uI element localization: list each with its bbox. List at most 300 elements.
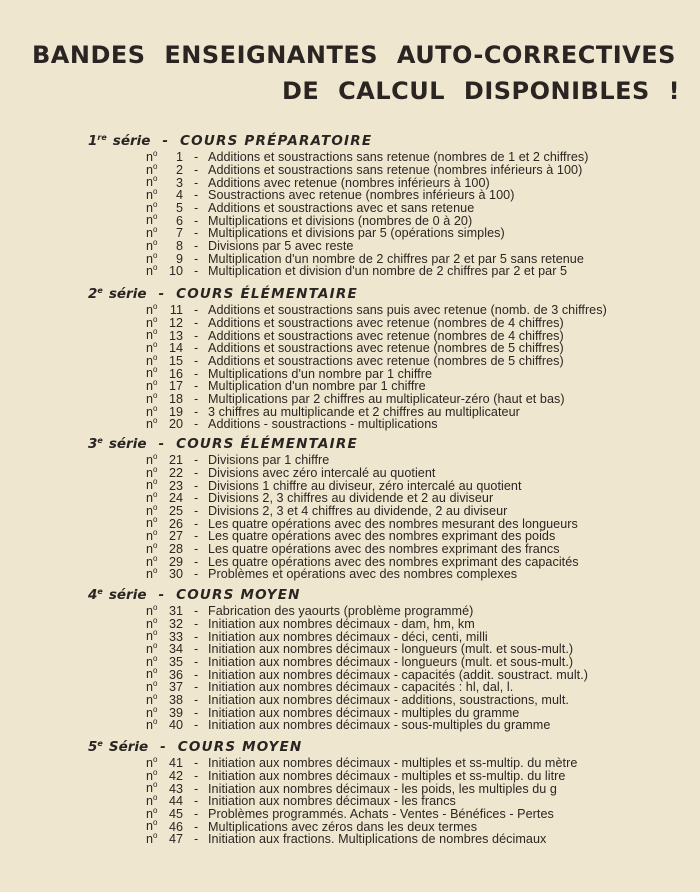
- item-number-prefix: n: [146, 162, 154, 177]
- item-number-prefix-suffix: o: [153, 149, 158, 158]
- item-separator: -: [194, 353, 199, 368]
- series-course: COURS MOYEN: [176, 587, 301, 603]
- item-number-prefix: n: [146, 654, 154, 669]
- item-separator: -: [194, 667, 199, 682]
- list-item: [146, 754, 578, 771]
- item-separator: -: [194, 756, 199, 771]
- item-separator: -: [194, 175, 199, 190]
- item-separator: -: [194, 303, 199, 318]
- item-text: Initiation aux nombres décimaux - multiples et ss-multip. du litre: [208, 768, 566, 783]
- item-text: Les quatre opérations avec des nombres exprimant des capacités: [208, 554, 579, 569]
- item-separator: -: [194, 328, 199, 343]
- item-separator: -: [194, 341, 199, 356]
- item-number-value: 30: [168, 567, 183, 582]
- list-item: [146, 540, 579, 556]
- item-text: Additions et soustractions avec retenue (nombres de 4 chiffres): [208, 315, 564, 330]
- series-number-suffix: re: [97, 133, 107, 142]
- item-separator: -: [194, 819, 199, 834]
- item-number-value: 17: [168, 379, 183, 394]
- item-number-value: 13: [168, 328, 183, 343]
- item-text: Problèmes programmés. Achats - Ventes - Bénéfices - Pertes: [208, 806, 554, 821]
- item-number-prefix: n: [146, 188, 154, 203]
- item-number-prefix: n: [146, 542, 154, 556]
- page-title-line-1: BANDES ENSEIGNANTES AUTO-CORRECTIVES: [32, 41, 676, 69]
- item-number-prefix: n: [146, 404, 154, 419]
- item-number-prefix-suffix: o: [153, 365, 158, 375]
- item-number-prefix: n: [146, 175, 154, 190]
- item-number-value: 43: [168, 781, 183, 796]
- item-number-value: 16: [168, 366, 183, 381]
- series-separator: -: [158, 436, 165, 452]
- item-separator: -: [194, 453, 199, 468]
- item-number-prefix: n: [146, 667, 154, 682]
- item-text: Divisions 1 chiffre au diviseur, zéro intercalé au quotient: [208, 478, 522, 493]
- item-number-value: 9: [175, 251, 183, 266]
- series-number: 4: [88, 587, 98, 603]
- list-item: [146, 691, 588, 707]
- item-number-value: 1: [175, 150, 183, 165]
- series-items: [146, 148, 589, 279]
- item-text: Multiplication d'un nombre par 1 chiffre: [208, 379, 426, 394]
- item-number-prefix-suffix: o: [153, 327, 158, 337]
- list-item: [146, 805, 577, 821]
- item-number-prefix: n: [146, 554, 154, 569]
- item-text: Soustractions avec retenue (nombres inférieurs à 100): [208, 188, 515, 203]
- item-number-prefix-suffix: o: [153, 416, 158, 426]
- series-number: 3: [88, 436, 98, 452]
- series-items: [146, 301, 607, 432]
- item-number-value: 24: [168, 491, 183, 506]
- list-item: [146, 148, 589, 165]
- item-text: Additions avec retenue (nombres inférieurs à 100): [208, 175, 490, 190]
- item-number-prefix: n: [146, 604, 154, 619]
- list-item: [146, 767, 577, 783]
- item-number-prefix: n: [146, 226, 154, 241]
- item-number-value: 44: [168, 794, 183, 809]
- item-number-prefix-suffix: o: [153, 250, 158, 260]
- item-separator: -: [194, 654, 199, 669]
- item-separator: -: [194, 529, 199, 544]
- item-number-prefix: n: [146, 251, 154, 266]
- item-text: Initiation aux nombres décimaux - additions, soustractions, mult.: [208, 693, 569, 707]
- series-number: 5: [88, 739, 98, 755]
- list-item: [146, 476, 579, 493]
- item-number-value: 25: [168, 503, 183, 518]
- item-separator: -: [194, 465, 199, 480]
- series-number: 2: [88, 286, 98, 302]
- item-text: Additions - soustractions - multiplications: [208, 417, 438, 432]
- item-number-prefix-suffix: o: [153, 464, 158, 474]
- item-text: Initiation aux nombres décimaux - les francs: [208, 794, 456, 809]
- item-separator: -: [194, 768, 199, 783]
- item-number-prefix-suffix: o: [153, 628, 158, 638]
- item-separator: -: [194, 542, 199, 556]
- list-item: [146, 224, 588, 241]
- item-number-prefix-suffix: o: [153, 352, 158, 362]
- item-number-value: 41: [168, 756, 183, 771]
- item-number-value: 15: [168, 353, 183, 368]
- item-text: Initiation aux nombres décimaux - longueurs (mult. et sous-mult.): [208, 642, 574, 657]
- item-separator: -: [194, 404, 199, 419]
- item-text: Initiation aux nombres décimaux - multiples du gramme: [208, 705, 520, 720]
- item-number-prefix: n: [146, 303, 154, 318]
- item-number-prefix-suffix: o: [153, 528, 158, 538]
- series-number-suffix: e: [97, 739, 103, 748]
- list-item: [146, 779, 577, 796]
- item-number-prefix-suffix: o: [153, 161, 158, 171]
- series-number-suffix: e: [97, 587, 103, 596]
- item-separator: -: [194, 264, 199, 279]
- item-number: [146, 716, 190, 732]
- item-number-value: 12: [168, 315, 183, 330]
- item-number-prefix-suffix: o: [153, 340, 158, 350]
- series-label: série: [108, 286, 147, 302]
- item-number-prefix: n: [146, 819, 154, 834]
- item-text: Additions et soustractions sans retenue (nombres de 1 et 2 chiffres): [208, 150, 589, 165]
- item-text: Les quatre opérations avec des nombres mesurant des longueurs: [208, 516, 578, 531]
- list-item: [146, 314, 607, 330]
- item-number-prefix-suffix: o: [153, 378, 158, 388]
- item-number-prefix-suffix: o: [153, 452, 158, 461]
- item-number-prefix-suffix: o: [153, 679, 158, 689]
- item-text: Initiation aux nombres décimaux - déci, centi, milli: [208, 629, 488, 644]
- item-separator: -: [194, 491, 199, 506]
- series-items: [146, 602, 589, 733]
- item-separator: -: [194, 392, 199, 406]
- item-separator: -: [194, 567, 199, 582]
- item-text: Multiplications et divisions par 5 (opérations simples): [208, 226, 505, 241]
- series-label: série: [112, 133, 151, 149]
- item-separator: -: [194, 315, 199, 330]
- item-number-prefix: n: [146, 315, 154, 330]
- item-number-prefix: n: [146, 794, 154, 809]
- item-number-value: 22: [168, 465, 183, 480]
- item-number-prefix-suffix: o: [153, 793, 158, 803]
- item-number-prefix: n: [146, 705, 154, 720]
- series-separator: -: [158, 286, 165, 302]
- item-text: Multiplications avec zéros dans les deux termes: [208, 819, 478, 834]
- item-number-value: 45: [168, 806, 183, 821]
- item-text: Initiation aux nombres décimaux - capacités : hl, dal, l.: [208, 680, 514, 695]
- list-item: [146, 716, 588, 733]
- item-separator: -: [194, 200, 199, 215]
- item-number-prefix: n: [146, 453, 154, 468]
- item-number-prefix-suffix: o: [153, 615, 158, 625]
- item-separator: -: [194, 642, 199, 657]
- item-number-value: 47: [168, 832, 183, 847]
- item-number-prefix: n: [146, 693, 154, 707]
- item-separator: -: [194, 554, 199, 569]
- item-number-prefix: n: [146, 213, 154, 228]
- item-text: Initiation aux nombres décimaux - capacités (addit. soustract. mult.): [208, 667, 589, 682]
- list-item: [146, 615, 588, 631]
- series-label: Série: [108, 739, 149, 755]
- series-block: [88, 735, 578, 847]
- series-block: [88, 583, 589, 733]
- item-number-value: 20: [168, 417, 183, 432]
- series-separator: -: [158, 587, 165, 603]
- item-separator: -: [194, 417, 199, 432]
- series-block: [88, 129, 589, 279]
- series-number: 1: [88, 133, 98, 149]
- item-number-prefix: n: [146, 680, 154, 695]
- item-number-prefix: n: [146, 756, 154, 771]
- list-item: [146, 301, 607, 318]
- item-number-prefix-suffix: o: [153, 490, 158, 500]
- series-separator: -: [160, 739, 166, 755]
- item-number-prefix: n: [146, 768, 154, 783]
- item-separator: -: [194, 503, 199, 518]
- item-number-prefix: n: [146, 781, 154, 796]
- item-text: Additions et soustractions avec retenue (nombres de 4 chiffres): [208, 328, 564, 343]
- item-number-prefix: n: [146, 264, 154, 279]
- item-number: [146, 565, 190, 581]
- series-label: série: [108, 436, 147, 452]
- item-text: Les quatre opérations avec des nombres exprimant des poids: [208, 529, 556, 544]
- series-label: série: [108, 587, 147, 603]
- series-heading: [88, 583, 588, 603]
- item-number-prefix: n: [146, 353, 154, 368]
- item-number-prefix: n: [146, 328, 154, 343]
- list-item: [146, 502, 579, 518]
- series-course: COURS ÉLÉMENTAIRE: [176, 436, 358, 452]
- item-number-prefix: n: [146, 239, 154, 253]
- item-separator: -: [194, 680, 199, 695]
- item-number-value: 23: [168, 478, 183, 493]
- item-number-value: 46: [168, 819, 183, 834]
- item-text: Initiation aux nombres décimaux - longueurs (mult. et sous-mult.): [208, 654, 574, 669]
- list-item: [146, 415, 607, 432]
- item-text: Additions et soustractions avec retenue (nombres de 5 chiffres): [208, 353, 564, 368]
- item-number-prefix-suffix: o: [153, 540, 158, 550]
- item-text: Multiplication et division d'un nombre de 2 chiffres par 2 et par 5: [208, 264, 568, 279]
- list-item: [146, 627, 588, 644]
- item-number-prefix-suffix: o: [153, 641, 158, 651]
- item-number-value: 40: [168, 718, 183, 733]
- item-number-value: 18: [168, 392, 183, 406]
- series-heading: [88, 282, 607, 302]
- item-number-value: 19: [168, 404, 183, 419]
- list-item: [146, 527, 579, 544]
- item-number-value: 21: [168, 453, 183, 468]
- item-number-prefix-suffix: o: [153, 237, 158, 247]
- series-items: [146, 754, 578, 847]
- list-item: [146, 211, 588, 228]
- item-number-prefix-suffix: o: [153, 314, 158, 324]
- item-number-prefix-suffix: o: [153, 174, 158, 184]
- item-text: 3 chiffres au multiplicande et 2 chiffres au multiplicateur: [208, 404, 520, 419]
- item-number-value: 38: [168, 693, 183, 707]
- item-number-prefix-suffix: o: [153, 691, 158, 701]
- item-number-value: 28: [168, 542, 183, 556]
- item-separator: -: [194, 705, 199, 720]
- item-number: [146, 415, 190, 431]
- item-separator: -: [194, 516, 199, 531]
- item-separator: -: [194, 162, 199, 177]
- item-separator: -: [194, 693, 199, 707]
- item-text: Additions et soustractions avec retenue (nombres de 5 chiffres): [208, 341, 564, 356]
- item-text: Multiplication d'un nombre de 2 chiffres par 2 et par 5 sans retenue: [208, 251, 584, 266]
- item-number-prefix-suffix: o: [153, 566, 158, 576]
- item-number-prefix: n: [146, 341, 154, 356]
- item-number-value: 4: [175, 188, 183, 203]
- item-number-prefix-suffix: o: [153, 302, 158, 311]
- list-item: [146, 339, 607, 356]
- list-item: [146, 161, 588, 177]
- item-number-prefix-suffix: o: [153, 212, 158, 222]
- item-number-prefix: n: [146, 478, 154, 493]
- list-item: [146, 390, 607, 406]
- item-separator: -: [194, 478, 199, 493]
- item-text: Additions et soustractions avec et sans retenue: [208, 200, 475, 215]
- item-number-prefix-suffix: o: [153, 515, 158, 525]
- item-number-prefix-suffix: o: [153, 603, 158, 612]
- item-number-prefix-suffix: o: [153, 704, 158, 714]
- item-number-prefix-suffix: o: [153, 199, 158, 209]
- series-separator: -: [162, 133, 169, 149]
- item-number-value: 5: [175, 200, 183, 215]
- item-number-prefix-suffix: o: [153, 477, 158, 487]
- item-text: Multiplications d'un nombre par 1 chiffre: [208, 366, 433, 381]
- series-number-suffix: e: [97, 286, 103, 295]
- item-number-prefix: n: [146, 379, 154, 394]
- item-number-prefix-suffix: o: [153, 780, 158, 790]
- item-number-prefix: n: [146, 718, 154, 733]
- item-number-value: 36: [168, 667, 183, 682]
- page-title-line-2: DE CALCUL DISPONIBLES !: [282, 77, 681, 105]
- list-item: [146, 262, 588, 279]
- item-number-value: 27: [168, 529, 183, 544]
- item-separator: -: [194, 150, 199, 165]
- item-number-value: 10: [168, 264, 183, 279]
- item-number-value: 31: [168, 604, 183, 619]
- item-separator: -: [194, 832, 199, 847]
- item-number-prefix: n: [146, 529, 154, 544]
- series-heading: [88, 432, 579, 452]
- item-text: Multiplications par 2 chiffres au multiplicateur-zéro (haut et bas): [208, 392, 565, 406]
- item-number-value: 11: [169, 303, 183, 318]
- item-number-value: 6: [175, 213, 183, 228]
- item-separator: -: [194, 239, 199, 253]
- list-item: [146, 514, 579, 531]
- series-number-suffix: e: [97, 436, 103, 445]
- item-number-prefix-suffix: o: [153, 390, 158, 400]
- item-number-prefix-suffix: o: [153, 403, 158, 413]
- series-course: COURS MOYEN: [177, 739, 303, 755]
- list-item: [146, 830, 577, 847]
- item-separator: -: [194, 629, 199, 644]
- list-item: [146, 186, 588, 203]
- item-number-value: 14: [168, 341, 183, 356]
- item-text: Initiation aux nombres décimaux - dam, hm, km: [208, 616, 475, 631]
- item-separator: -: [194, 226, 199, 241]
- list-item: [146, 199, 588, 215]
- item-text: Divisions par 5 avec reste: [208, 239, 354, 253]
- item-text: Initiation aux nombres décimaux - les poids, les multiples du g: [208, 781, 557, 796]
- item-number-prefix-suffix: o: [153, 767, 158, 777]
- item-number-value: 33: [168, 629, 183, 644]
- item-number-prefix: n: [146, 806, 154, 821]
- list-item: [146, 377, 607, 394]
- item-number-value: 7: [175, 226, 183, 241]
- item-number-prefix: n: [146, 417, 154, 432]
- item-separator: -: [194, 604, 199, 619]
- list-item: [146, 665, 589, 682]
- item-number-prefix-suffix: o: [153, 225, 158, 235]
- item-number-value: 39: [168, 705, 183, 720]
- item-number-prefix: n: [146, 392, 154, 406]
- item-number-prefix: n: [146, 366, 154, 381]
- item-separator: -: [194, 718, 199, 733]
- item-text: Initiation aux fractions. Multiplications de nombres décimaux: [208, 832, 547, 847]
- item-number-prefix-suffix: o: [153, 717, 158, 727]
- item-text: Additions et soustractions sans retenue (nombres inférieurs à 100): [208, 162, 583, 177]
- item-number: [146, 830, 190, 846]
- item-number-prefix: n: [146, 516, 154, 531]
- item-text: Les quatre opérations avec des nombres exprimant des francs: [208, 542, 560, 556]
- item-text: Multiplications et divisions (nombres de 0 à 20): [208, 213, 473, 228]
- item-number-value: 29: [168, 554, 183, 569]
- item-separator: -: [194, 213, 199, 228]
- item-number-prefix-suffix: o: [153, 818, 158, 828]
- item-number-value: 3: [175, 175, 183, 190]
- list-item: [146, 250, 588, 266]
- item-number-value: 26: [168, 516, 183, 531]
- item-number-prefix-suffix: o: [153, 502, 158, 512]
- list-item: [146, 553, 579, 569]
- item-number-value: 35: [168, 654, 183, 669]
- list-item: [146, 451, 579, 468]
- item-number: [146, 262, 190, 278]
- item-separator: -: [194, 366, 199, 381]
- item-number-prefix: n: [146, 832, 154, 847]
- item-number-prefix-suffix: o: [153, 831, 158, 841]
- item-separator: -: [194, 188, 199, 203]
- item-number-value: 2: [175, 162, 183, 177]
- item-number-prefix: n: [146, 491, 154, 506]
- item-number-value: 34: [168, 642, 183, 657]
- item-number-prefix-suffix: o: [153, 263, 158, 273]
- item-number-prefix-suffix: o: [153, 187, 158, 197]
- item-separator: -: [194, 251, 199, 266]
- item-text: Initiation aux nombres décimaux - sous-multiples du gramme: [208, 718, 551, 733]
- item-number-prefix: n: [146, 150, 154, 165]
- item-text: Problèmes et opérations avec des nombres complexes: [208, 567, 518, 582]
- item-separator: -: [194, 806, 199, 821]
- item-text: Fabrication des yaourts (problème programmé): [208, 604, 474, 619]
- item-number-value: 42: [168, 768, 183, 783]
- item-number-prefix: n: [146, 503, 154, 518]
- item-number-prefix: n: [146, 616, 154, 631]
- item-number-prefix: n: [146, 465, 154, 480]
- item-number-value: 8: [175, 239, 183, 253]
- item-number-prefix: n: [146, 200, 154, 215]
- item-text: Divisions avec zéro intercalé au quotient: [208, 465, 436, 480]
- item-number-prefix-suffix: o: [153, 553, 158, 563]
- item-text: Additions et soustractions sans puis avec retenue (nomb. de 3 chiffres): [208, 303, 607, 318]
- item-separator: -: [194, 794, 199, 809]
- list-item: [146, 653, 588, 669]
- item-number-prefix: n: [146, 642, 154, 657]
- item-separator: -: [194, 781, 199, 796]
- series-course: COURS ÉLÉMENTAIRE: [176, 286, 358, 302]
- item-number-prefix: n: [146, 629, 154, 644]
- item-text: Initiation aux nombres décimaux - multiples et ss-multip. du mètre: [208, 756, 578, 771]
- item-number-prefix-suffix: o: [153, 755, 158, 764]
- series-block: [88, 282, 607, 432]
- list-item: [146, 565, 579, 582]
- item-number-prefix-suffix: o: [153, 666, 158, 676]
